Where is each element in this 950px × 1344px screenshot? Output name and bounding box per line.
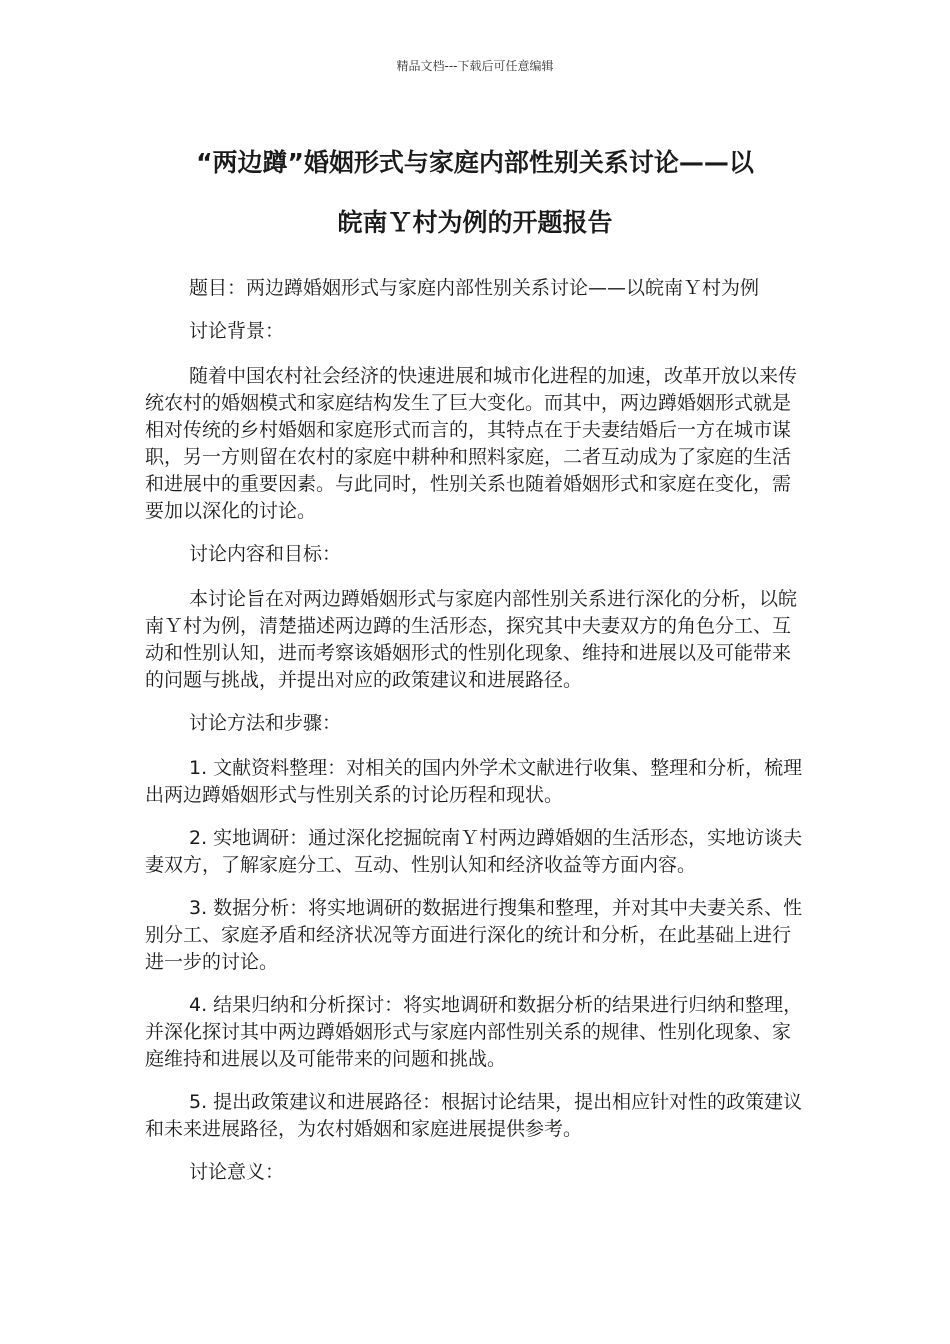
document-body (145, 275, 807, 1204)
content-heading: 讨论内容和目标： (189, 543, 342, 565)
content-paragraph: 本讨论旨在对两边蹲婚姻形式与家庭内部性别关系进行深化的分析，以皖南Ｙ村为例，清楚描述两边蹲的生活形态，探究其中夫妻双方的角色分工、互动和性别认知，进而考察该婚姻形式的性别化现象、维持和进展以及可能带来的问题与挑战，并提出对应的政策建议和进展路径。 (145, 588, 798, 691)
document-title (145, 133, 805, 253)
method-step-1: 1. 文献资料整理：对相关的国内外学术文献进行收集、整理和分析，梳理出两边蹲婚姻形式与性别关系的讨论历程和现状。 (145, 757, 803, 806)
method-step-5: 5. 提出政策建议和进展路径：根据讨论结果，提出相应针对性的政策建议和未来进展路径，为农村婚姻和家庭进展提供参考。 (145, 1091, 803, 1140)
method-step-4: 4. 结果归纳和分析探讨：将实地调研和数据分析的结果进行归纳和整理，并深化探讨其中两边蹲婚姻形式与家庭内部性别关系的规律、性别化现象、家庭维持和进展以及可能带来的问题和挑战。 (145, 994, 803, 1070)
background-paragraph: 随着中国农村社会经济的快速进展和城市化进程的加速，改革开放以来传统农村的婚姻模式和家庭结构发生了巨大变化。而其中，两边蹲婚姻形式就是相对传统的乡村婚姻和家庭形式而言的，其特点在于夫妻结婚后一方在城市谋职，另一方则留在农村的家庭中耕种和照料家庭，二者互动成为了家庭的生活和进展中的重要因素。与此同时，性别关系也随着婚姻形式和家庭在变化，需要加以深化的讨论。 (145, 365, 798, 522)
method-step-3: 3. 数据分析：将实地调研的数据进行搜集和整理，并对其中夫妻关系、性别分工、家庭矛盾和经济状况等方面进行深化的统计和分析，在此基础上进行进一步的讨论。 (145, 897, 803, 973)
methods-heading: 讨论方法和步骤： (189, 712, 342, 734)
title-line-1: “两边蹲”婚姻形式与家庭内部性别关系讨论——以 (196, 148, 754, 177)
significance-heading: 讨论意义： (189, 1161, 285, 1183)
topic-paragraph: 题目：两边蹲婚姻形式与家庭内部性别关系讨论——以皖南Ｙ村为例 (189, 277, 760, 299)
method-step-2: 2. 实地调研：通过深化挖掘皖南Ｙ村两边蹲婚姻的生活形态，实地访谈夫妻双方，了解家庭分工、互动、性别认知和经济收益等方面内容。 (145, 827, 803, 876)
title-line-2: 皖南Ｙ村为例的开题报告 (337, 208, 613, 237)
background-heading: 讨论背景： (189, 320, 285, 342)
page-header: 精品文档---下载后可任意编辑 (396, 59, 554, 73)
